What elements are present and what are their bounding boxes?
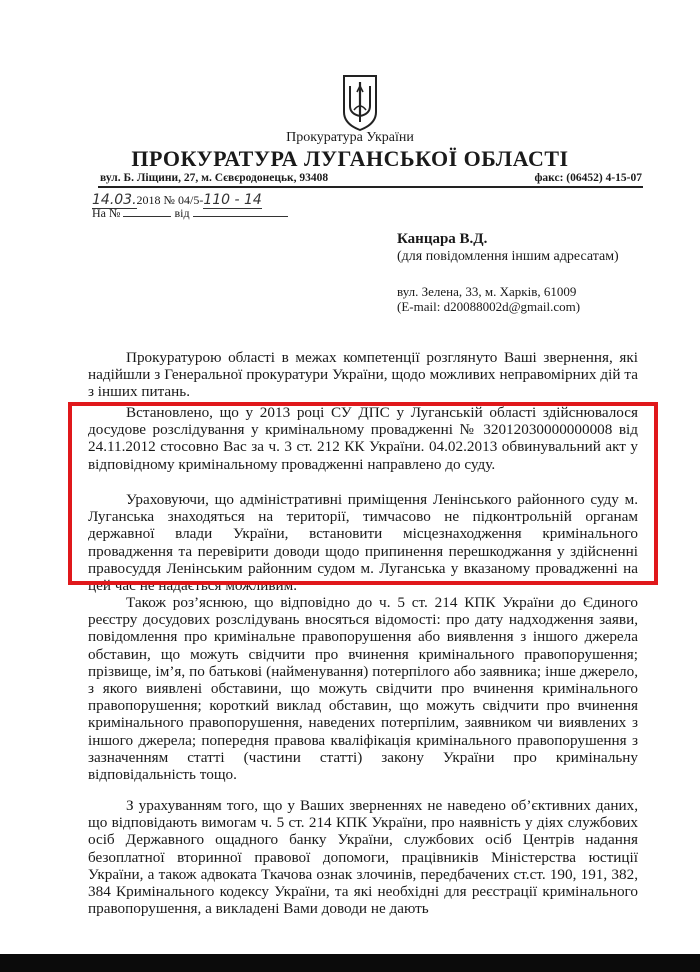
scan-bottom-border — [0, 954, 700, 972]
reg-number-handwritten: 110 - 14 — [203, 192, 262, 208]
recipient-name: Канцара В.Д. — [397, 231, 488, 247]
reference-line — [92, 206, 288, 221]
org-address: вул. Б. Ліщини, 27, м. Сєвєродонецьк, 93408 — [100, 172, 329, 184]
header-divider — [98, 186, 643, 188]
vid-blank — [193, 206, 288, 217]
org-title: ПРОКУРАТУРА ЛУГАНСЬКОЇ ОБЛАСТІ — [131, 146, 569, 171]
reg-year-number: 2018 № 04/5- — [136, 193, 204, 207]
paragraph-2: Встановлено, що у 2013 році СУ ДПС у Луганській області здійснювалося досудове розслідування у кримінальному провадженні № 32012030000000008 від 24.11.2012 стосовно Вас за ч. 3 ст. 212 КК України. 04.02.2013 обвинувальний акт у відповідному кримінальному провадженні направлено до суду. — [88, 404, 638, 473]
highlight-box — [68, 402, 658, 585]
vid-label: від — [174, 206, 190, 220]
paragraph-3: Ураховуючи, що адміністративні приміщення Ленінського районного суду м. Луганська знаходяться на території, тимчасово не підконтрольній органам державної влади України, встановити місцезнаходження кримінального провадження та перевірити доводи щодо припинення перешкоджання у здійсненні правосуддя Ленінським районним судом м. Луганська у вказаному провадженні на цей час не надається можливим. — [88, 491, 638, 595]
na-blank — [123, 206, 171, 217]
recipient-note: (для повідомлення іншим адресатам) — [397, 249, 619, 264]
recipient-address-block — [397, 284, 580, 314]
org-subtitle: Прокуратура України — [286, 130, 414, 145]
reg-date-handwritten: 14.03. — [92, 192, 137, 208]
recipient-block — [397, 231, 619, 265]
recipient-email: (E-mail: d20088002d@gmail.com) — [397, 299, 581, 314]
na-label: На № — [92, 206, 121, 220]
org-fax: факс: (06452) 4-15-07 — [534, 172, 642, 184]
recipient-street: вул. Зелена, 33, м. Харків, 61009 — [397, 284, 577, 299]
paragraph-5: З урахуванням того, що у Ваших зверненнях не наведено об’єктивних даних, що відповідають вимогам ч. 5 ст. 214 КПК України, про наявність у діях службових осіб Державного ощадного банку України, службових осіб Центрів надання безоплатної вторинної правової допомоги, працівників Міністерства юстиції України, а також адвоката Ткачова ознак злочинів, передбачених ст.ст. 190, 191, 382, 384 Кримінального кодексу України, та які необхідні для реєстрації кримінального правопорушення, а викладені Вами доводи не дають — [88, 797, 638, 918]
paragraph-1: Прокуратурою області в межах компетенції розглянуто Ваші звернення, які надійшли з Генеральної прокуратури України, щодо можливих неправомірних дій та з інших питань. — [88, 349, 638, 401]
trident-emblem-icon — [340, 72, 380, 132]
paragraph-4: Також роз’яснюю, що відповідно до ч. 5 ст. 214 КПК України до Єдиного реєстру досудових розслідувань вносяться відомості: про дату надходження заяви, повідомлення про кримінальне правопорушення або виявлення з іншого джерела обставин, що можуть свідчити про вчинення кримінального правопорушення; прізвище, ім’я, по батькові (найменування) потерпілого або заявника; інше джерело, з якого виявлені обставини, що можуть свідчити про вчинення кримінального правопорушення; короткий виклад обставин, що можуть свідчити про вчинення кримінального правопорушення, наведених потерпілим, заявником чи виявлених з іншого джерела; попередня правова кваліфікація кримінального правопорушення з зазначенням статті (частини статті) закону України про кримінальну відповідальність тощо. — [88, 594, 638, 784]
